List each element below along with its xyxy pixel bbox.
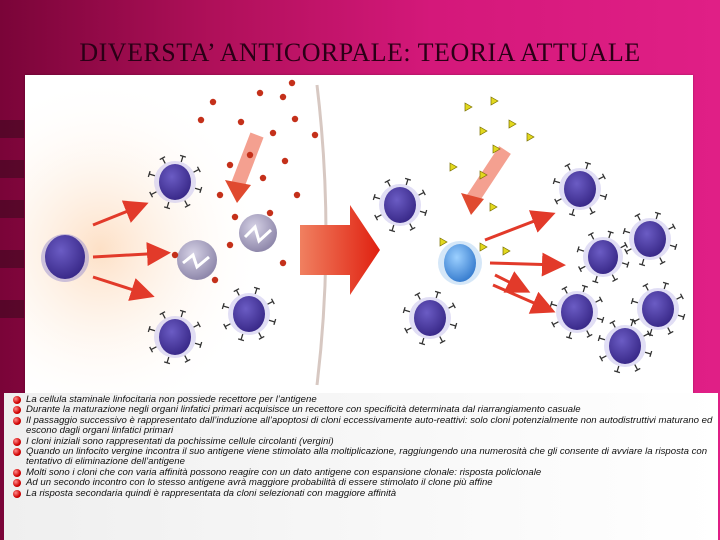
antigen-dot-icon: [217, 192, 223, 198]
antigen-dot-icon: [289, 80, 295, 86]
antigen-dot-icon: [294, 192, 300, 198]
bullet-icon: [13, 396, 21, 404]
antigen-dot-icon: [312, 132, 318, 138]
decor-stripe: [0, 300, 24, 318]
antigen-dot-icon: [282, 158, 288, 164]
stem-cell-icon: [41, 234, 89, 282]
bullet-icon: [13, 490, 21, 498]
antigen-dot-icon: [280, 94, 286, 100]
antigen-dot-icon: [232, 214, 238, 220]
bullet-item: [4, 489, 716, 499]
bullet-text: La risposta secondaria quindi è rappresentata da cloni selezionati con maggiore affinità: [26, 487, 397, 499]
bullet-text: Ad un secondo incontro con lo stesso antigene avrà maggiore probabilità di essere stimolato il clone più affine: [26, 477, 493, 489]
antigen-dot-icon: [238, 119, 244, 125]
arrow-icon: [490, 263, 560, 265]
bullet-text: Quando un linfocito vergine incontra il suo antigene viene stimolato alla moltiplicazione, raggiungendo una numerosità che gli consente di avviare la risposta con tentativo di eliminazione dell’antigene: [26, 446, 708, 468]
figure-canvas: [25, 75, 693, 393]
apoptotic-cell-icon: [239, 214, 277, 252]
decor-stripe: [0, 160, 24, 178]
antigen-dot-icon: [247, 152, 253, 158]
decor-stripe: [0, 120, 24, 138]
bullet-icon: [13, 448, 21, 456]
naive-lymphocyte-icon: [438, 241, 482, 285]
bullet-icon: [13, 479, 21, 487]
bullet-icon: [13, 469, 21, 477]
bullet-item: [4, 447, 716, 468]
slide-title: DIVERSTA’ ANTICORPALE: TEORIA ATTUALE: [79, 38, 641, 67]
bullet-text: Molti sono i cloni che con varia affinità possono reagire con un dato antigene con espansione clonale: risposta policlonale: [26, 466, 542, 478]
bullet-text: Durante la maturazione negli organi linfatici primari acquisisce un recettore con specificità determinata dal riarrangiamento casuale: [26, 404, 581, 416]
antigen-dot-icon: [172, 252, 178, 258]
bullet-icon: [13, 406, 21, 414]
bullet-text: La cellula staminale linfocitaria non possiede recettore per l’antigene: [26, 394, 317, 405]
antigen-dot-icon: [280, 260, 286, 266]
bullet-icon: [13, 417, 21, 425]
antigen-dot-icon: [267, 210, 273, 216]
antigen-dot-icon: [270, 130, 276, 136]
bullet-list-panel: [4, 393, 718, 540]
bullet-text: Il passaggio successivo è rappresentato dall’induzione all’apoptosi di cloni eccessivamente auto-reattivi: solo cloni potenzialmente non autodistruttivi maturano ed escono dagli organi linfatici primari: [26, 414, 713, 437]
antigen-dot-icon: [210, 99, 216, 105]
bullet-icon: [13, 438, 21, 446]
antigen-dot-icon: [260, 175, 266, 181]
antigen-dot-icon: [257, 90, 263, 96]
antigen-dot-icon: [227, 162, 233, 168]
lymphocyte-diversity-figure: [25, 75, 693, 393]
antigen-dot-icon: [227, 242, 233, 248]
antigen-dot-icon: [212, 277, 218, 283]
antigen-dot-icon: [292, 116, 298, 122]
decor-stripe: [0, 250, 24, 268]
antigen-dot-icon: [198, 117, 204, 123]
bullet-text: I cloni iniziali sono rappresentati da pochissime cellule circolanti (vergini): [26, 435, 334, 447]
decor-stripe: [0, 200, 24, 218]
apoptotic-cell-icon: [177, 240, 217, 280]
bullet-item: [4, 416, 716, 437]
